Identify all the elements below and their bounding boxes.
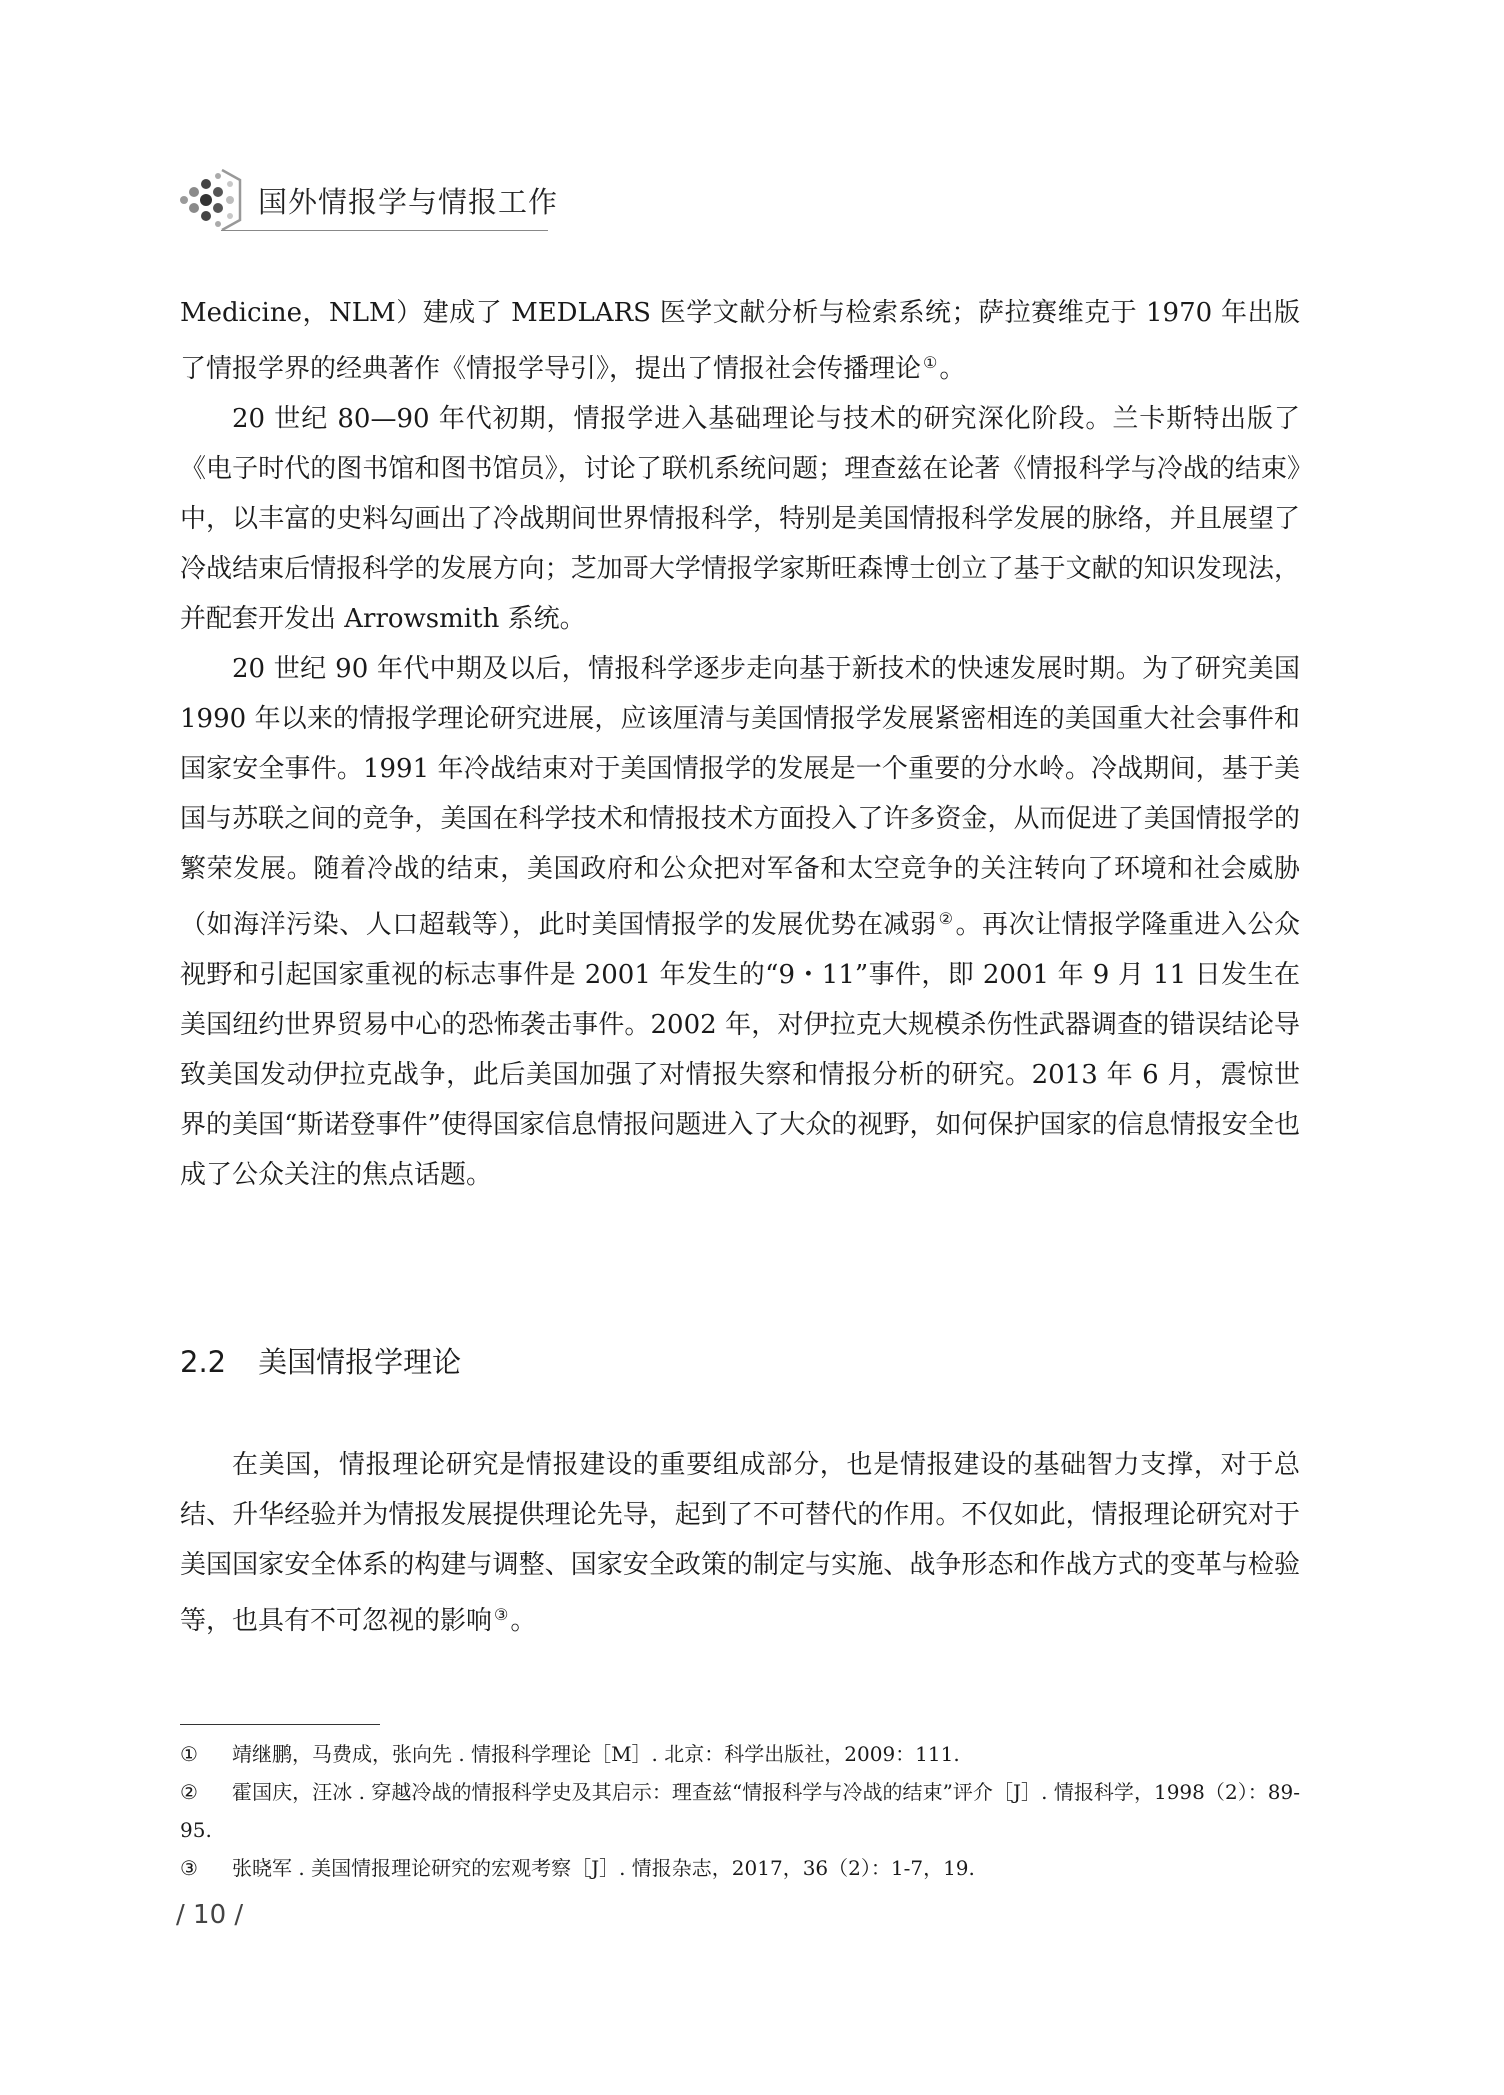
paragraph-text: 20 世纪 90 年代中期及以后，情报科学逐步走向基于新技术的快速发展时期。为了研究美国 1990 年以来的情报学理论研究进展，应该厘清与美国情报学发展紧密相连的美国重大社会事件和国家安全事件。1991 年冷战结束对于美国情报学的发展是一个重要的分水岭。冷战期间，基于美国与苏联之间的竞争，美国在科学技术和情报技术方面投入了许多资金，从而促进了美国情报学的繁荣发展。随着冷战的结束，美国政府和公众把对军备和太空竞争的关注转向了环境和社会威胁（如海洋污染、人口超载等），此时美国情报学的发展优势在减弱 (180, 654, 1300, 940)
body-text (180, 288, 1300, 1200)
section-body-text (180, 1440, 1300, 1646)
paragraph-text: 在美国，情报理论研究是情报建设的重要组成部分，也是情报建设的基础智力支撑，对于总结、升华经验并为情报发展提供理论先导，起到了不可替代的作用。不仅如此，情报理论研究对于美国国家安全体系的构建与调整、国家安全政策的制定与实施、战争形态和作战方式的变革与检验等，也具有不可忽视的影响 (180, 1450, 1300, 1636)
journal-title: 国外情报学与情报工作 (258, 185, 559, 219)
footnote-2 (180, 1773, 1300, 1849)
footnote-mark: ② (180, 1780, 198, 1804)
paragraph-text-tail: 。再次让情报学隆重进入公众视野和引起国家重视的标志事件是 2001 年发生的“9・11”事件，即 2001 年 9 月 11 日发生在美国纽约世界贸易中心的恐怖袭击事件。2002 年，对伊拉克大规模杀伤性武器调查的错误结论导致美国发动伊拉克战争，此后美国加强了对情报失察和情报分析的研究。2013 年 6 月，震惊世界的美国“斯诺登事件”使得国家信息情报问题进入了大众的视野，如何保护国家的信息情报安全也成了公众关注的焦点话题。 (180, 910, 1300, 1190)
footnote-text: 靖继鹏，马费成，张向先 . 情报科学理论［M］. 北京：科学出版社，2009：111. (232, 1742, 960, 1766)
section-heading (180, 1340, 461, 1381)
paragraph-3 (180, 644, 1300, 1200)
footnote-ref-1[interactable]: ① (923, 353, 938, 372)
running-header (176, 166, 559, 236)
footnote-ref-2[interactable]: ② (938, 909, 954, 928)
paragraph-2 (180, 394, 1300, 644)
footnote-1 (180, 1735, 1300, 1773)
footnotes (180, 1735, 1300, 1887)
paragraph-1 (180, 288, 1300, 394)
footnote-ref-3[interactable]: ③ (494, 1605, 509, 1624)
footnote-mark: ③ (180, 1856, 198, 1880)
section-title: 美国情报学理论 (258, 1345, 462, 1379)
paragraph-text: 20 世纪 80—90 年代初期，情报学进入基础理论与技术的研究深化阶段。兰卡斯特出版了《电子时代的图书馆和图书馆员》，讨论了联机系统问题；理查兹在论著《情报科学与冷战的结束》中，以丰富的史料勾画出了冷战期间世界情报科学，特别是美国情报科学发展的脉络，并且展望了冷战结束后情报科学的发展方向；芝加哥大学情报学家斯旺森博士创立了基于文献的知识发现法，并配套开发出 Arrowsmith 系统。 (180, 404, 1301, 634)
paragraph-text: Medicine，NLM）建成了 MEDLARS 医学文献分析与检索系统；萨拉赛维克于 1970 年出版了情报学界的经典著作《情报学导引》，提出了情报社会传播理论 (180, 298, 1300, 384)
page-number: / 10 / (176, 1900, 244, 1930)
header-rule (221, 230, 548, 231)
section-number: 2.2 (180, 1345, 227, 1379)
footnote-3 (180, 1849, 1300, 1887)
footnote-rule (180, 1724, 380, 1725)
paragraph-text-tail: 。 (510, 1606, 537, 1636)
footnote-text: 张晓军 . 美国情报理论研究的宏观考察［J］. 情报杂志，2017，36（2）：1-7，19. (232, 1856, 975, 1880)
footnote-text: 霍国庆，汪冰 . 穿越冷战的情报科学史及其启示：理查兹“情报科学与冷战的结束”评介［J］. 情报科学，1998（2）：89-95. (180, 1780, 1300, 1842)
paragraph-4 (180, 1440, 1300, 1646)
paragraph-text-tail: 。 (939, 354, 966, 384)
journal-logo-icon (176, 166, 258, 236)
footnote-mark: ① (180, 1742, 198, 1766)
